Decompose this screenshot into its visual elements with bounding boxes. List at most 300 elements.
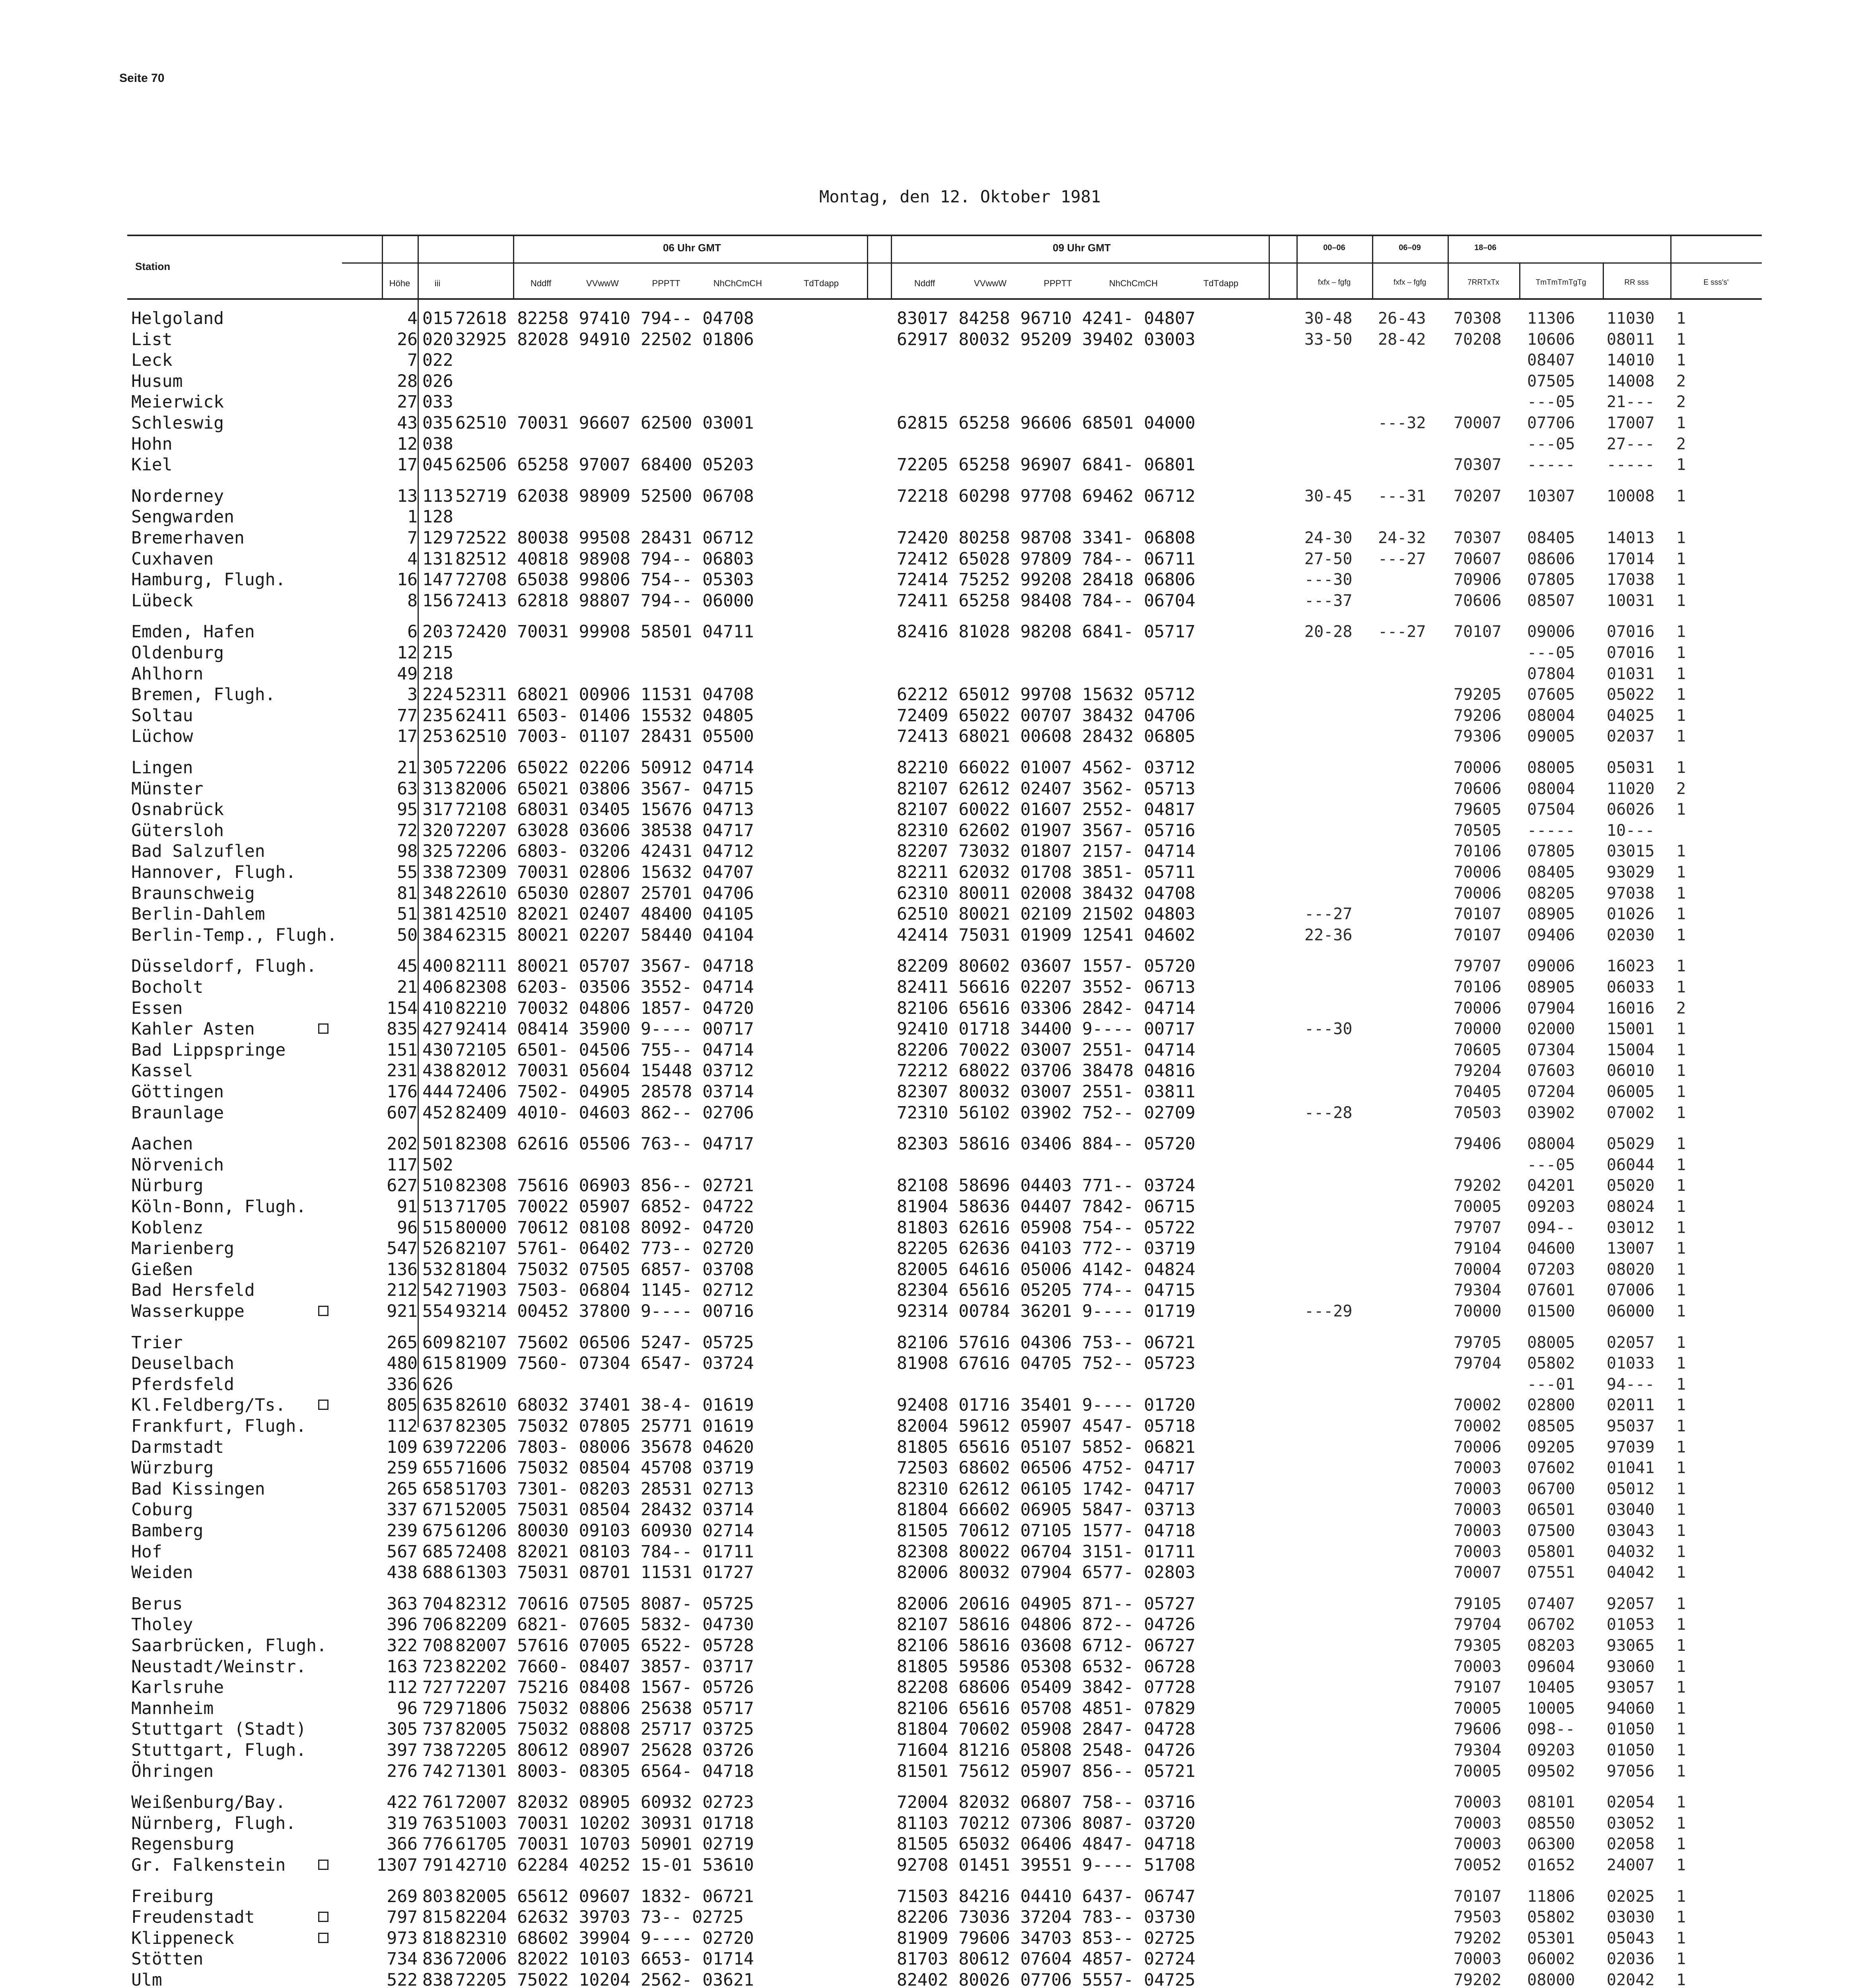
cell-s09: 62310 80011 02008 38432 04708 — [897, 883, 1195, 903]
table-row — [0, 1907, 1860, 1928]
cell-hoehe: 422 — [387, 1792, 418, 1812]
cell-e: 1 — [1676, 727, 1686, 746]
cell-s06: 72007 82032 08905 60932 02723 — [455, 1792, 754, 1812]
cell-iii: 626 — [422, 1375, 453, 1394]
cell-rtx: 70003 — [1454, 1459, 1502, 1477]
cell-hoehe: 627 — [387, 1176, 418, 1196]
cell-s06: 72309 70031 02806 15632 04707 — [455, 862, 754, 882]
cell-rr: 17038 — [1607, 571, 1655, 589]
cell-s06: 51003 70031 10202 30931 01718 — [455, 1813, 754, 1833]
cell-hoehe: 734 — [387, 1949, 418, 1969]
cell-iii: 113 — [422, 486, 453, 506]
cell-rtx: 70107 — [1454, 926, 1502, 944]
cell-e: 1 — [1676, 1908, 1686, 1926]
header-mid-rule — [342, 262, 1762, 264]
cell-rr: 01031 — [1607, 665, 1655, 683]
cell-tm: 08606 — [1527, 550, 1575, 568]
table-row — [0, 904, 1860, 925]
cell-rr: 05031 — [1607, 759, 1655, 777]
cell-hoehe: 91 — [397, 1197, 418, 1217]
cell-hoehe: 21 — [397, 758, 418, 778]
cell-s06: 82005 75032 08808 25717 03725 — [455, 1719, 754, 1739]
cell-rr: 10031 — [1607, 592, 1655, 610]
cell-iii: 501 — [422, 1134, 453, 1154]
cell-e: 1 — [1676, 309, 1686, 328]
cell-s09: 82209 80602 03607 1557- 05720 — [897, 956, 1195, 976]
cell-rr: 93029 — [1607, 863, 1655, 881]
cell-rr: 24007 — [1607, 1856, 1655, 1874]
cell-s06: 62315 80021 02207 58440 04104 — [455, 925, 754, 945]
cell-tm: 09203 — [1527, 1198, 1575, 1216]
cell-hoehe: 51 — [397, 904, 418, 924]
header-station: Station — [135, 260, 171, 272]
cell-iii: 510 — [422, 1176, 453, 1196]
cell-rtx: 79205 — [1454, 685, 1502, 704]
cell-hoehe: 366 — [387, 1834, 418, 1854]
table-row — [0, 1353, 1860, 1374]
cell-s09: 42414 75031 01909 12541 04602 — [897, 925, 1195, 945]
table-row — [0, 308, 1860, 329]
cell-s06: 82012 70031 05604 15448 03712 — [455, 1061, 754, 1081]
table-row — [0, 1280, 1860, 1301]
cell-rtx: 70000 — [1454, 1302, 1502, 1320]
cell-tm: 10005 — [1527, 1699, 1575, 1718]
table-row — [0, 1103, 1860, 1124]
cell-rtx: 79304 — [1454, 1281, 1502, 1299]
cell-rr: 02025 — [1607, 1887, 1655, 1906]
cell-s06: 82209 6821- 07605 5832- 04730 — [455, 1615, 754, 1635]
table-row — [0, 434, 1860, 455]
cell-rr: 16016 — [1607, 999, 1655, 1017]
cell-s09: 81703 80612 07604 4857- 02724 — [897, 1949, 1195, 1969]
cell-station: Meierwick — [131, 392, 224, 412]
cell-s06: 82006 65021 03806 3567- 04715 — [455, 779, 754, 799]
cell-s09: 92410 01718 34400 9---- 00717 — [897, 1019, 1195, 1039]
cell-e: 1 — [1676, 351, 1686, 369]
cell-iii: 147 — [422, 570, 453, 590]
cell-tm: ---05 — [1527, 644, 1575, 662]
cell-s09: 62917 80032 95209 39402 03003 — [897, 330, 1195, 349]
cell-rtx: 70000 — [1454, 1020, 1502, 1038]
cell-iii: 675 — [422, 1521, 453, 1541]
cell-hoehe: 336 — [387, 1375, 418, 1394]
cell-station: Bremerhaven — [131, 528, 245, 548]
cell-station: Köln-Bonn, Flugh. — [131, 1197, 307, 1217]
table-row — [0, 1301, 1860, 1322]
cell-rr: 05012 — [1607, 1480, 1655, 1498]
cell-iii: 738 — [422, 1740, 453, 1760]
cell-e: 1 — [1676, 1480, 1686, 1498]
cell-s09: 82206 70022 03007 2551- 04714 — [897, 1040, 1195, 1060]
cell-iii: 655 — [422, 1458, 453, 1478]
cell-s06: 32925 82028 94910 22502 01806 — [455, 330, 754, 349]
cell-rtx: 79206 — [1454, 707, 1502, 725]
cell-rr: 06005 — [1607, 1083, 1655, 1101]
cell-tm: 10606 — [1527, 330, 1575, 349]
cell-s06: 42710 62284 40252 15-01 53610 — [455, 1855, 754, 1875]
header-hoehe: Höhe — [389, 278, 410, 288]
header-group-0609: 06–09 — [1399, 243, 1421, 252]
cell-e: 2 — [1676, 999, 1686, 1017]
cell-s09: 72310 56102 03902 752-- 02709 — [897, 1103, 1195, 1123]
cell-s09: 82005 64616 05006 4142- 04824 — [897, 1260, 1195, 1279]
cell-s06: 82107 75602 06506 5247- 05725 — [455, 1333, 754, 1353]
cell-hoehe: 259 — [387, 1458, 418, 1478]
cell-e: 2 — [1676, 393, 1686, 411]
table-row — [0, 1175, 1860, 1196]
cell-rr: 07016 — [1607, 623, 1655, 641]
cell-rtx: 70107 — [1454, 1887, 1502, 1906]
cell-rr: 14013 — [1607, 529, 1655, 547]
cell-rr: 01053 — [1607, 1615, 1655, 1634]
cell-e: 1 — [1676, 1814, 1686, 1833]
table-row — [0, 1656, 1860, 1677]
cell-station: Essen — [131, 998, 183, 1018]
cell-e: 1 — [1676, 978, 1686, 996]
cell-tm: 04600 — [1527, 1239, 1575, 1258]
cell-s09: 81908 67616 04705 752-- 05723 — [897, 1353, 1195, 1373]
table-row — [0, 820, 1860, 841]
cell-hoehe: 276 — [387, 1761, 418, 1781]
cell-rtx: 70308 — [1454, 309, 1502, 328]
header-col: PPPTT — [1044, 278, 1072, 288]
table-row — [0, 664, 1860, 685]
cell-tm: 08000 — [1527, 1971, 1575, 1988]
cell-station: Gießen — [131, 1260, 193, 1279]
cell-tm: 08004 — [1527, 1135, 1575, 1153]
cell-s09: 72412 65028 97809 784-- 06711 — [897, 549, 1195, 569]
cell-hoehe: 96 — [397, 1699, 418, 1718]
cell-e: 1 — [1676, 1637, 1686, 1655]
cell-rtx: 70005 — [1454, 1762, 1502, 1780]
cell-rtx: 70006 — [1454, 999, 1502, 1017]
cell-f1: 24-30 — [1304, 529, 1353, 547]
cell-station: Kl.Feldberg/Ts. — [131, 1395, 286, 1415]
cell-rr: 27--- — [1607, 435, 1655, 453]
open-square-icon — [318, 1306, 328, 1316]
cell-tm: 09006 — [1527, 957, 1575, 975]
cell-rtx: 79503 — [1454, 1908, 1502, 1926]
table-row — [0, 862, 1860, 883]
cell-hoehe: 522 — [387, 1970, 418, 1988]
cell-station: Gr. Falkenstein — [131, 1855, 286, 1875]
cell-iii: 038 — [422, 434, 453, 454]
cell-tm: 03902 — [1527, 1104, 1575, 1122]
cell-e: 2 — [1676, 372, 1686, 390]
cell-tm: 11306 — [1527, 309, 1575, 328]
cell-station: Braunlage — [131, 1103, 224, 1123]
cell-rtx: 70307 — [1454, 529, 1502, 547]
cell-f2: ---27 — [1378, 623, 1426, 641]
cell-rr: 04025 — [1607, 707, 1655, 725]
cell-s06: 72205 80612 08907 25628 03726 — [455, 1740, 754, 1760]
cell-rtx: 79202 — [1454, 1971, 1502, 1988]
cell-iii: 513 — [422, 1197, 453, 1217]
cell-rr: 97039 — [1607, 1438, 1655, 1456]
cell-iii: 763 — [422, 1813, 453, 1833]
cell-station: Sengwarden — [131, 507, 234, 527]
cell-s09: 71604 81216 05808 2548- 04726 — [897, 1740, 1195, 1760]
cell-e: 1 — [1676, 1198, 1686, 1216]
table-row — [0, 1458, 1860, 1479]
cell-station: Würzburg — [131, 1458, 214, 1478]
cell-e: 1 — [1676, 1720, 1686, 1738]
cell-station: Berus — [131, 1594, 183, 1614]
cell-rr: 05043 — [1607, 1929, 1655, 1947]
table-row — [0, 486, 1860, 507]
cell-e: 1 — [1676, 1396, 1686, 1414]
cell-station: Husum — [131, 371, 183, 391]
cell-rtx: 70003 — [1454, 1522, 1502, 1540]
cell-tm: 08005 — [1527, 759, 1575, 777]
table-row — [0, 1520, 1860, 1541]
cell-s06: 81909 7560- 07304 6547- 03724 — [455, 1353, 754, 1373]
cell-iii: 637 — [422, 1416, 453, 1436]
cell-tm: 07804 — [1527, 665, 1575, 683]
cell-iii: 542 — [422, 1280, 453, 1300]
cell-station: Lüchow — [131, 726, 193, 746]
cell-hoehe: 212 — [387, 1280, 418, 1300]
cell-iii: 791 — [422, 1855, 453, 1875]
header-group-1806: 18–06 — [1474, 243, 1497, 252]
cell-station: Frankfurt, Flugh. — [131, 1416, 307, 1436]
cell-s06: 80000 70612 08108 8092- 04720 — [455, 1218, 754, 1238]
cell-iii: 035 — [422, 413, 453, 433]
cell-tm: 09604 — [1527, 1658, 1575, 1676]
cell-rtx: 79707 — [1454, 957, 1502, 975]
cell-rr: 03015 — [1607, 842, 1655, 860]
cell-tm: 06700 — [1527, 1480, 1575, 1498]
cell-e: 1 — [1676, 644, 1686, 662]
cell-s09: 72420 80258 98708 3341- 06808 — [897, 528, 1195, 548]
table-row — [0, 1040, 1860, 1061]
cell-e: 1 — [1676, 550, 1686, 568]
cell-station: Osnabrück — [131, 800, 224, 819]
cell-station: Schleswig — [131, 413, 224, 433]
cell-hoehe: 12 — [397, 434, 418, 454]
cell-s06: 72207 63028 03606 38538 04717 — [455, 821, 754, 841]
cell-hoehe: 45 — [397, 956, 418, 976]
cell-iii: 836 — [422, 1949, 453, 1969]
cell-rr: 06026 — [1607, 800, 1655, 819]
cell-iii: 317 — [422, 800, 453, 819]
cell-station: Münster — [131, 779, 204, 799]
cell-s06: 82308 62616 05506 763-- 04717 — [455, 1134, 754, 1154]
table-row — [0, 590, 1860, 612]
cell-hoehe: 4 — [407, 549, 418, 569]
cell-s09: 82416 81028 98208 6841- 05717 — [897, 622, 1195, 642]
cell-rtx: 70003 — [1454, 1480, 1502, 1498]
table-row — [0, 1081, 1860, 1103]
cell-rtx: 70006 — [1454, 759, 1502, 777]
cell-station: Freudenstadt — [131, 1907, 255, 1927]
cell-s06: 61206 80030 09103 60930 02714 — [455, 1521, 754, 1541]
cell-f1: ---28 — [1304, 1104, 1353, 1122]
cell-rtx: 79704 — [1454, 1354, 1502, 1373]
cell-rr: 10008 — [1607, 487, 1655, 505]
cell-iii: 218 — [422, 664, 453, 684]
header-col: VVwwW — [586, 278, 619, 288]
table-row — [0, 1614, 1860, 1635]
header-col: NhChCmCH — [713, 278, 762, 288]
cell-s09: 72414 75252 99208 28418 06806 — [897, 570, 1195, 590]
cell-rr: 02058 — [1607, 1835, 1655, 1853]
cell-tm: ---05 — [1527, 393, 1575, 411]
table-row — [0, 1217, 1860, 1239]
cell-tm: 02800 — [1527, 1396, 1575, 1414]
cell-iii: 818 — [422, 1928, 453, 1948]
cell-hoehe: 1 — [407, 507, 418, 527]
cell-iii: 685 — [422, 1542, 453, 1562]
cell-station: Kahler Asten — [131, 1019, 255, 1039]
cell-iii: 305 — [422, 758, 453, 778]
cell-e: 1 — [1676, 685, 1686, 704]
cell-s06: 82204 62632 39703 73-- 02725 — [455, 1907, 744, 1927]
cell-tm: 07504 — [1527, 800, 1575, 819]
cell-rr: 04042 — [1607, 1563, 1655, 1582]
cell-station: Wasserkuppe — [131, 1301, 245, 1321]
cell-rtx: 70003 — [1454, 1814, 1502, 1833]
cell-rtx: 70004 — [1454, 1260, 1502, 1279]
cell-hoehe: 117 — [387, 1155, 418, 1175]
cell-station: Bocholt — [131, 977, 204, 997]
cell-rtx: 70606 — [1454, 592, 1502, 610]
table-row — [0, 883, 1860, 904]
table-row — [0, 1886, 1860, 1907]
cell-station: Saarbrücken, Flugh. — [131, 1636, 327, 1656]
cell-hoehe: 151 — [387, 1040, 418, 1060]
cell-station: Koblenz — [131, 1218, 204, 1238]
table-row — [0, 1259, 1860, 1280]
table-row — [0, 1813, 1860, 1834]
cell-rtx: 70005 — [1454, 1198, 1502, 1216]
cell-hoehe: 397 — [387, 1740, 418, 1760]
cell-e: 1 — [1676, 1281, 1686, 1299]
cell-s06: 81804 75032 07505 6857- 03708 — [455, 1260, 754, 1279]
cell-rr: 04032 — [1607, 1543, 1655, 1561]
cell-s09: 83017 84258 96710 4241- 04807 — [897, 309, 1195, 328]
cell-tm: ----- — [1527, 456, 1575, 474]
cell-iii: 706 — [422, 1615, 453, 1635]
cell-rtx: 70906 — [1454, 571, 1502, 589]
cell-f1: 33-50 — [1304, 330, 1353, 349]
cell-station: Oldenburg — [131, 643, 224, 663]
header-top-rule — [127, 235, 1762, 236]
cell-tm: 07706 — [1527, 414, 1575, 432]
cell-s09: 72218 60298 97708 69462 06712 — [897, 486, 1195, 506]
cell-f2: ---27 — [1378, 550, 1426, 568]
cell-rr: 13007 — [1607, 1239, 1655, 1258]
table-row — [0, 1196, 1860, 1217]
cell-rr: 01033 — [1607, 1354, 1655, 1373]
cell-s06: 62510 70031 96607 62500 03001 — [455, 413, 754, 433]
cell-rr: 11030 — [1607, 309, 1655, 328]
cell-f2: ---32 — [1378, 414, 1426, 432]
cell-rr: 01041 — [1607, 1459, 1655, 1477]
cell-s06: 71806 75032 08806 25638 05717 — [455, 1699, 754, 1718]
table-row — [0, 1949, 1860, 1970]
cell-s09: 82107 62612 02407 3562- 05713 — [897, 779, 1195, 799]
cell-s06: 82107 5761- 06402 773-- 02720 — [455, 1239, 754, 1258]
cell-rr: 21--- — [1607, 393, 1655, 411]
cell-iii: 338 — [422, 862, 453, 882]
cell-iii: 502 — [422, 1155, 453, 1175]
cell-iii: 015 — [422, 309, 453, 328]
cell-s06: 62506 65258 97007 68400 05203 — [455, 455, 754, 475]
cell-e: 1 — [1676, 926, 1686, 944]
cell-tm: 07500 — [1527, 1522, 1575, 1540]
cell-iii: 776 — [422, 1834, 453, 1854]
cell-hoehe: 12 — [397, 643, 418, 663]
cell-hoehe: 163 — [387, 1657, 418, 1677]
table-row — [0, 1541, 1860, 1563]
cell-station: Nürburg — [131, 1176, 204, 1196]
cell-iii: 671 — [422, 1500, 453, 1520]
table-row — [0, 1395, 1860, 1416]
cell-iii: 156 — [422, 591, 453, 611]
cell-rr: 93060 — [1607, 1658, 1655, 1676]
cell-station: Neustadt/Weinstr. — [131, 1657, 307, 1677]
header-divider — [382, 235, 383, 298]
cell-s09: 81805 59586 05308 6532- 06728 — [897, 1657, 1195, 1677]
cell-e: 1 — [1676, 1438, 1686, 1456]
cell-rr: 97056 — [1607, 1762, 1655, 1780]
table-row — [0, 569, 1860, 590]
cell-s06: 82310 68602 39904 9---- 02720 — [455, 1928, 754, 1948]
cell-s06: 72408 82021 08103 784-- 01711 — [455, 1542, 754, 1562]
table-row — [0, 925, 1860, 946]
cell-rtx: 70003 — [1454, 1501, 1502, 1519]
cell-rr: 01050 — [1607, 1720, 1655, 1738]
cell-e: 1 — [1676, 1658, 1686, 1676]
cell-e: 1 — [1676, 1543, 1686, 1561]
cell-e: 1 — [1676, 529, 1686, 547]
cell-s09: 82303 58616 03406 884-- 05720 — [897, 1134, 1195, 1154]
cell-iii: 410 — [422, 998, 453, 1018]
cell-hoehe: 109 — [387, 1437, 418, 1457]
table-row — [0, 528, 1860, 549]
open-square-icon — [318, 1933, 328, 1943]
cell-tm: 08505 — [1527, 1417, 1575, 1435]
cell-s09: 81803 62616 05908 754-- 05722 — [897, 1218, 1195, 1238]
header-divider — [1670, 235, 1671, 298]
table-row — [0, 371, 1860, 392]
cell-tm: 07551 — [1527, 1563, 1575, 1582]
cell-tm: 06501 — [1527, 1501, 1575, 1519]
cell-tm: 06300 — [1527, 1835, 1575, 1853]
cell-hoehe: 202 — [387, 1134, 418, 1154]
cell-s06: 52005 75031 08504 28432 03714 — [455, 1500, 754, 1520]
cell-s09: 82210 66022 01007 4562- 03712 — [897, 758, 1195, 778]
cell-e: 1 — [1676, 1563, 1686, 1582]
cell-e: 2 — [1676, 780, 1686, 798]
cell-rr: 02057 — [1607, 1334, 1655, 1352]
cell-station: Tholey — [131, 1615, 193, 1635]
cell-e: 1 — [1676, 1741, 1686, 1759]
cell-s06: 71606 75032 08504 45708 03719 — [455, 1458, 754, 1478]
cell-rtx: 79406 — [1454, 1135, 1502, 1153]
cell-tm: 10307 — [1527, 487, 1575, 505]
cell-rtx: 70106 — [1454, 978, 1502, 996]
cell-hoehe: 95 — [397, 800, 418, 819]
header-col: Nddff — [530, 278, 552, 288]
cell-hoehe: 17 — [397, 455, 418, 475]
cell-e: 1 — [1676, 1417, 1686, 1435]
cell-rr: 06044 — [1607, 1156, 1655, 1174]
cell-hoehe: 396 — [387, 1615, 418, 1635]
cell-s09: 82411 56616 02207 3552- 06713 — [897, 977, 1195, 997]
table-row — [0, 1374, 1860, 1395]
